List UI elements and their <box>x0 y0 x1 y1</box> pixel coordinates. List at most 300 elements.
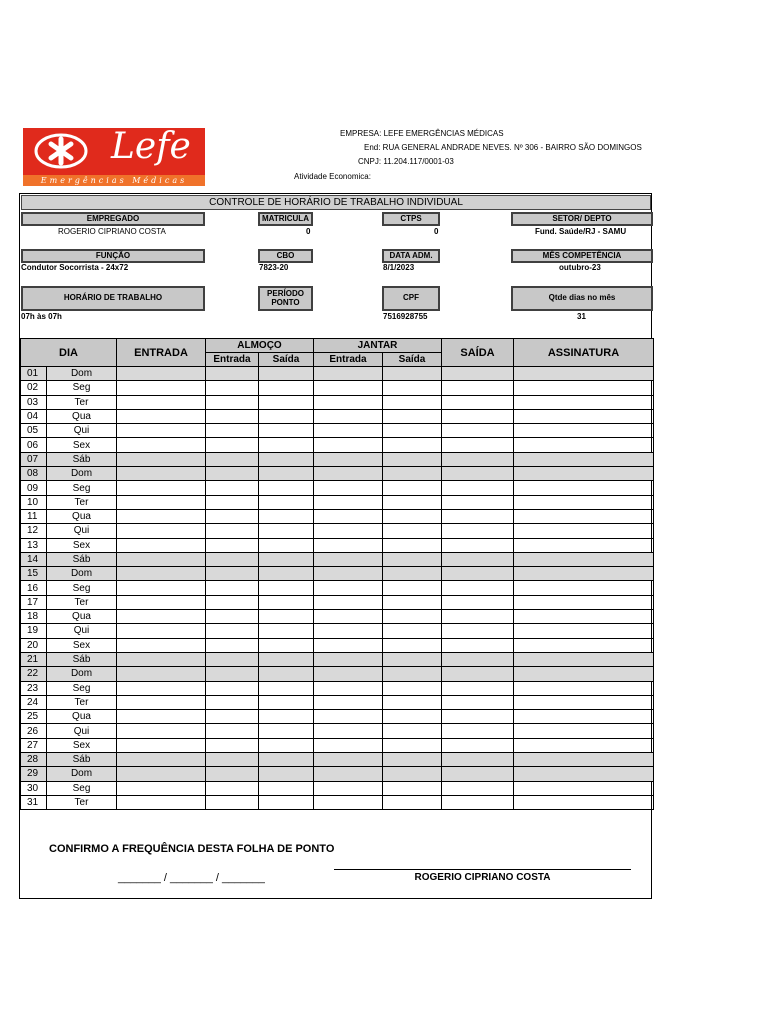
entry-cell[interactable] <box>117 624 206 638</box>
lunch-exit-cell[interactable] <box>259 581 314 595</box>
entry-cell[interactable] <box>117 753 206 767</box>
dinner-entry-cell[interactable] <box>314 738 383 752</box>
entry-cell[interactable] <box>117 481 206 495</box>
signature-cell[interactable] <box>514 795 654 809</box>
entry-cell[interactable] <box>117 381 206 395</box>
signature-cell[interactable] <box>514 710 654 724</box>
lunch-exit-cell[interactable] <box>259 538 314 552</box>
lunch-entry-cell[interactable] <box>206 695 259 709</box>
company-address: End: RUA GENERAL ANDRADE NEVES. Nº 306 - BAIRRO SÃO DOMINGOS <box>364 143 642 152</box>
dinner-exit-cell[interactable] <box>383 695 442 709</box>
signature-cell[interactable] <box>514 509 654 523</box>
table-row <box>21 509 654 523</box>
dinner-exit-cell[interactable] <box>383 452 442 466</box>
lunch-exit-cell[interactable] <box>259 767 314 781</box>
signature-cell[interactable] <box>514 438 654 452</box>
dinner-exit-cell[interactable] <box>383 538 442 552</box>
exit-cell[interactable] <box>442 552 514 566</box>
lunch-entry-cell[interactable] <box>206 424 259 438</box>
lunch-entry-cell[interactable] <box>206 638 259 652</box>
lunch-entry-cell[interactable] <box>206 538 259 552</box>
dinner-exit-cell[interactable] <box>383 767 442 781</box>
lunch-entry-cell[interactable] <box>206 710 259 724</box>
table-row <box>21 624 654 638</box>
dinner-entry-cell[interactable] <box>314 710 383 724</box>
logo-wordmark: Lefe <box>111 126 191 167</box>
signature-cell[interactable] <box>514 595 654 609</box>
col-dinner-header: JANTAR <box>314 339 442 353</box>
table-row <box>21 424 654 438</box>
lunch-exit-cell[interactable] <box>259 509 314 523</box>
signature-cell[interactable] <box>514 495 654 509</box>
entry-cell[interactable] <box>117 795 206 809</box>
lunch-entry-cell[interactable] <box>206 552 259 566</box>
exit-cell[interactable] <box>442 452 514 466</box>
table-row <box>21 581 654 595</box>
entry-cell[interactable] <box>117 524 206 538</box>
signature-cell[interactable] <box>514 724 654 738</box>
lunch-exit-cell[interactable] <box>259 753 314 767</box>
clock-period-label: PERÍODO PONTO <box>258 286 313 311</box>
exit-cell[interactable] <box>442 395 514 409</box>
economic-activity: Atividade Economica: <box>294 172 371 181</box>
dinner-entry-cell[interactable] <box>314 767 383 781</box>
lunch-exit-header: Saída <box>259 353 314 367</box>
signature-cell[interactable] <box>514 738 654 752</box>
dinner-exit-cell[interactable] <box>383 509 442 523</box>
ctps-label: CTPS <box>382 212 440 226</box>
dinner-entry-cell[interactable] <box>314 724 383 738</box>
lunch-entry-cell[interactable] <box>206 524 259 538</box>
exit-cell[interactable] <box>442 781 514 795</box>
dinner-entry-cell[interactable] <box>314 610 383 624</box>
weekday: Sex <box>47 538 117 552</box>
day-number: 29 <box>21 767 47 781</box>
day-number: 18 <box>21 610 47 624</box>
weekday: Sáb <box>47 452 117 466</box>
exit-cell[interactable] <box>442 681 514 695</box>
dinner-exit-cell[interactable] <box>383 395 442 409</box>
entry-cell[interactable] <box>117 581 206 595</box>
dinner-exit-cell[interactable] <box>383 710 442 724</box>
lunch-entry-cell[interactable] <box>206 567 259 581</box>
day-number: 11 <box>21 509 47 523</box>
signature-cell[interactable] <box>514 667 654 681</box>
lunch-entry-cell[interactable] <box>206 738 259 752</box>
entry-cell[interactable] <box>117 652 206 666</box>
table-row <box>21 781 654 795</box>
exit-cell[interactable] <box>442 581 514 595</box>
entry-cell[interactable] <box>117 638 206 652</box>
table-row <box>21 638 654 652</box>
signature-cell[interactable] <box>514 481 654 495</box>
weekday: Seg <box>47 781 117 795</box>
exit-cell[interactable] <box>442 409 514 423</box>
signature-line <box>334 869 631 870</box>
dinner-exit-cell[interactable] <box>383 610 442 624</box>
dinner-entry-cell[interactable] <box>314 753 383 767</box>
signature-cell[interactable] <box>514 624 654 638</box>
dinner-entry-cell[interactable] <box>314 652 383 666</box>
table-row <box>21 667 654 681</box>
dinner-exit-cell[interactable] <box>383 495 442 509</box>
lunch-entry-cell[interactable] <box>206 467 259 481</box>
lunch-entry-header: Entrada <box>206 353 259 367</box>
entry-cell[interactable] <box>117 367 206 381</box>
dinner-entry-cell[interactable] <box>314 595 383 609</box>
signature-cell[interactable] <box>514 781 654 795</box>
exit-cell[interactable] <box>442 467 514 481</box>
signature-cell[interactable] <box>514 552 654 566</box>
table-header-row <box>21 339 654 353</box>
exit-cell[interactable] <box>442 509 514 523</box>
lunch-entry-cell[interactable] <box>206 381 259 395</box>
lunch-exit-cell[interactable] <box>259 438 314 452</box>
entry-cell[interactable] <box>117 495 206 509</box>
exit-cell[interactable] <box>442 367 514 381</box>
dinner-exit-cell[interactable] <box>383 581 442 595</box>
dinner-entry-cell[interactable] <box>314 481 383 495</box>
signature-cell[interactable] <box>514 409 654 423</box>
weekday: Dom <box>47 667 117 681</box>
cbo-value: 7823-20 <box>259 263 289 272</box>
day-number: 09 <box>21 481 47 495</box>
entry-cell[interactable] <box>117 710 206 724</box>
dinner-entry-cell[interactable] <box>314 581 383 595</box>
lunch-entry-cell[interactable] <box>206 681 259 695</box>
signature-cell[interactable] <box>514 767 654 781</box>
lunch-entry-cell[interactable] <box>206 367 259 381</box>
signature-cell[interactable] <box>514 610 654 624</box>
dinner-exit-cell[interactable] <box>383 381 442 395</box>
timesheet-table <box>20 338 654 810</box>
dinner-entry-cell[interactable] <box>314 681 383 695</box>
lunch-exit-cell[interactable] <box>259 567 314 581</box>
lunch-exit-cell[interactable] <box>259 724 314 738</box>
table-row <box>21 767 654 781</box>
lunch-entry-cell[interactable] <box>206 753 259 767</box>
day-number: 25 <box>21 710 47 724</box>
dinner-entry-cell[interactable] <box>314 409 383 423</box>
entry-cell[interactable] <box>117 681 206 695</box>
day-number: 21 <box>21 652 47 666</box>
lunch-entry-cell[interactable] <box>206 409 259 423</box>
exit-cell[interactable] <box>442 667 514 681</box>
exit-cell[interactable] <box>442 481 514 495</box>
lunch-entry-cell[interactable] <box>206 452 259 466</box>
dinner-entry-cell[interactable] <box>314 509 383 523</box>
day-number: 27 <box>21 738 47 752</box>
dinner-entry-cell[interactable] <box>314 781 383 795</box>
lunch-exit-cell[interactable] <box>259 467 314 481</box>
dinner-entry-cell[interactable] <box>314 552 383 566</box>
exit-cell[interactable] <box>442 524 514 538</box>
weekday: Sex <box>47 638 117 652</box>
dinner-exit-cell[interactable] <box>383 424 442 438</box>
dinner-entry-cell[interactable] <box>314 538 383 552</box>
lunch-exit-cell[interactable] <box>259 595 314 609</box>
dinner-entry-cell[interactable] <box>314 452 383 466</box>
cpf-value: 7516928755 <box>383 312 428 321</box>
weekday: Qua <box>47 509 117 523</box>
day-number: 20 <box>21 638 47 652</box>
dinner-exit-cell[interactable] <box>383 638 442 652</box>
lunch-entry-cell[interactable] <box>206 481 259 495</box>
dinner-entry-cell[interactable] <box>314 495 383 509</box>
dinner-entry-cell[interactable] <box>314 424 383 438</box>
entry-cell[interactable] <box>117 409 206 423</box>
exit-cell[interactable] <box>442 738 514 752</box>
exit-cell[interactable] <box>442 438 514 452</box>
lunch-exit-cell[interactable] <box>259 652 314 666</box>
weekday: Dom <box>47 767 117 781</box>
lunch-entry-cell[interactable] <box>206 781 259 795</box>
entry-cell[interactable] <box>117 438 206 452</box>
dinner-entry-cell[interactable] <box>314 524 383 538</box>
signature-cell[interactable] <box>514 524 654 538</box>
signature-cell[interactable] <box>514 538 654 552</box>
lunch-exit-cell[interactable] <box>259 695 314 709</box>
lunch-exit-cell[interactable] <box>259 452 314 466</box>
lunch-entry-cell[interactable] <box>206 652 259 666</box>
weekday: Qui <box>47 724 117 738</box>
exit-cell[interactable] <box>442 638 514 652</box>
exit-cell[interactable] <box>442 695 514 709</box>
exit-cell[interactable] <box>442 624 514 638</box>
dinner-entry-cell[interactable] <box>314 638 383 652</box>
dinner-entry-cell[interactable] <box>314 667 383 681</box>
dinner-entry-cell[interactable] <box>314 695 383 709</box>
weekday: Seg <box>47 381 117 395</box>
table-row <box>21 724 654 738</box>
table-row <box>21 552 654 566</box>
dinner-exit-cell[interactable] <box>383 567 442 581</box>
form-title: CONTROLE DE HORÁRIO DE TRABALHO INDIVIDUAL <box>21 195 651 210</box>
dinner-exit-cell[interactable] <box>383 738 442 752</box>
sector-label: SETOR/ DEPTO <box>511 212 653 226</box>
table-row <box>21 409 654 423</box>
table-row <box>21 595 654 609</box>
dinner-entry-cell[interactable] <box>314 567 383 581</box>
employee-value: ROGERIO CIPRIANO COSTA <box>58 227 166 236</box>
weekday: Qua <box>47 610 117 624</box>
exit-cell[interactable] <box>442 538 514 552</box>
dinner-entry-cell[interactable] <box>314 624 383 638</box>
entry-cell[interactable] <box>117 595 206 609</box>
exit-cell[interactable] <box>442 753 514 767</box>
signature-cell[interactable] <box>514 681 654 695</box>
lunch-exit-cell[interactable] <box>259 495 314 509</box>
signature-cell[interactable] <box>514 652 654 666</box>
lunch-exit-cell[interactable] <box>259 738 314 752</box>
signature-cell[interactable] <box>514 395 654 409</box>
lunch-exit-cell[interactable] <box>259 552 314 566</box>
day-number: 01 <box>21 367 47 381</box>
signature-cell[interactable] <box>514 581 654 595</box>
lunch-exit-cell[interactable] <box>259 667 314 681</box>
signature-cell[interactable] <box>514 638 654 652</box>
lunch-entry-cell[interactable] <box>206 495 259 509</box>
dinner-exit-cell[interactable] <box>383 652 442 666</box>
lunch-entry-cell[interactable] <box>206 581 259 595</box>
signature-cell[interactable] <box>514 467 654 481</box>
entry-cell[interactable] <box>117 538 206 552</box>
entry-cell[interactable] <box>117 424 206 438</box>
lunch-entry-cell[interactable] <box>206 395 259 409</box>
weekday: Qui <box>47 524 117 538</box>
col-exit-header: SAÍDA <box>442 339 514 367</box>
table-row <box>21 381 654 395</box>
exit-cell[interactable] <box>442 610 514 624</box>
table-row <box>21 753 654 767</box>
exit-cell[interactable] <box>442 567 514 581</box>
entry-cell[interactable] <box>117 452 206 466</box>
day-number: 13 <box>21 538 47 552</box>
dinner-exit-cell[interactable] <box>383 624 442 638</box>
lunch-entry-cell[interactable] <box>206 595 259 609</box>
dinner-entry-cell[interactable] <box>314 367 383 381</box>
table-row <box>21 481 654 495</box>
lunch-exit-cell[interactable] <box>259 481 314 495</box>
signature-cell[interactable] <box>514 381 654 395</box>
entry-cell[interactable] <box>117 724 206 738</box>
dinner-entry-cell[interactable] <box>314 438 383 452</box>
function-label: FUNÇÃO <box>21 249 205 263</box>
weekday: Dom <box>47 467 117 481</box>
entry-cell[interactable] <box>117 767 206 781</box>
entry-cell[interactable] <box>117 509 206 523</box>
dinner-exit-cell[interactable] <box>383 595 442 609</box>
dinner-exit-cell[interactable] <box>383 781 442 795</box>
day-number: 26 <box>21 724 47 738</box>
dinner-exit-cell[interactable] <box>383 667 442 681</box>
lunch-exit-cell[interactable] <box>259 524 314 538</box>
lunch-exit-cell[interactable] <box>259 610 314 624</box>
dinner-entry-cell[interactable] <box>314 467 383 481</box>
lunch-exit-cell[interactable] <box>259 795 314 809</box>
lunch-entry-cell[interactable] <box>206 610 259 624</box>
date-line: _______ / _______ / _______ <box>118 872 265 884</box>
exit-cell[interactable] <box>442 767 514 781</box>
admission-date-value: 8/1/2023 <box>383 263 415 272</box>
weekday: Seg <box>47 481 117 495</box>
entry-cell[interactable] <box>117 467 206 481</box>
exit-cell[interactable] <box>442 795 514 809</box>
lunch-entry-cell[interactable] <box>206 767 259 781</box>
entry-cell[interactable] <box>117 781 206 795</box>
signature-cell[interactable] <box>514 695 654 709</box>
lunch-exit-cell[interactable] <box>259 638 314 652</box>
exit-cell[interactable] <box>442 710 514 724</box>
exit-cell[interactable] <box>442 652 514 666</box>
work-hours-label: HORÁRIO DE TRABALHO <box>21 286 205 311</box>
lunch-entry-cell[interactable] <box>206 724 259 738</box>
table-row <box>21 467 654 481</box>
lunch-exit-cell[interactable] <box>259 395 314 409</box>
table-row <box>21 367 654 381</box>
lunch-entry-cell[interactable] <box>206 624 259 638</box>
dinner-exit-cell[interactable] <box>383 552 442 566</box>
entry-cell[interactable] <box>117 610 206 624</box>
lunch-exit-cell[interactable] <box>259 409 314 423</box>
day-number: 12 <box>21 524 47 538</box>
lunch-exit-cell[interactable] <box>259 424 314 438</box>
lunch-entry-cell[interactable] <box>206 509 259 523</box>
dinner-exit-header: Saída <box>383 353 442 367</box>
lunch-exit-cell[interactable] <box>259 681 314 695</box>
dinner-exit-cell[interactable] <box>383 795 442 809</box>
weekday: Qui <box>47 624 117 638</box>
competence-month-value: outubro-23 <box>559 263 601 272</box>
day-number: 08 <box>21 467 47 481</box>
signature-name: ROGERIO CIPRIANO COSTA <box>414 872 551 883</box>
exit-cell[interactable] <box>442 595 514 609</box>
dinner-exit-cell[interactable] <box>383 524 442 538</box>
signature-cell[interactable] <box>514 567 654 581</box>
cpf-label: CPF <box>382 286 440 311</box>
lunch-exit-cell[interactable] <box>259 710 314 724</box>
entry-cell[interactable] <box>117 695 206 709</box>
dinner-entry-cell[interactable] <box>314 395 383 409</box>
dinner-exit-cell[interactable] <box>383 681 442 695</box>
lunch-exit-cell[interactable] <box>259 367 314 381</box>
weekday: Sáb <box>47 753 117 767</box>
company-logo <box>23 128 205 186</box>
entry-cell[interactable] <box>117 667 206 681</box>
weekday: Sáb <box>47 652 117 666</box>
lunch-exit-cell[interactable] <box>259 624 314 638</box>
exit-cell[interactable] <box>442 424 514 438</box>
entry-cell[interactable] <box>117 552 206 566</box>
signature-cell[interactable] <box>514 367 654 381</box>
weekday: Qui <box>47 424 117 438</box>
lunch-entry-cell[interactable] <box>206 667 259 681</box>
signature-cell[interactable] <box>514 753 654 767</box>
dinner-exit-cell[interactable] <box>383 438 442 452</box>
dinner-exit-cell[interactable] <box>383 367 442 381</box>
entry-cell[interactable] <box>117 395 206 409</box>
exit-cell[interactable] <box>442 724 514 738</box>
lunch-entry-cell[interactable] <box>206 438 259 452</box>
dinner-exit-cell[interactable] <box>383 753 442 767</box>
table-row <box>21 695 654 709</box>
lunch-exit-cell[interactable] <box>259 381 314 395</box>
lunch-exit-cell[interactable] <box>259 781 314 795</box>
dinner-exit-cell[interactable] <box>383 481 442 495</box>
cbo-label: CBO <box>258 249 313 263</box>
dinner-exit-cell[interactable] <box>383 724 442 738</box>
exit-cell[interactable] <box>442 495 514 509</box>
day-number: 16 <box>21 581 47 595</box>
entry-cell[interactable] <box>117 738 206 752</box>
lunch-entry-cell[interactable] <box>206 795 259 809</box>
table-row <box>21 495 654 509</box>
dinner-entry-cell[interactable] <box>314 795 383 809</box>
signature-cell[interactable] <box>514 452 654 466</box>
dinner-exit-cell[interactable] <box>383 409 442 423</box>
dinner-entry-cell[interactable] <box>314 381 383 395</box>
day-number: 07 <box>21 452 47 466</box>
logo-tagline: Emergências Médicas <box>23 175 205 186</box>
competence-month-label: MÊS COMPETÊNCIA <box>511 249 653 263</box>
weekday: Ter <box>47 795 117 809</box>
dinner-exit-cell[interactable] <box>383 467 442 481</box>
entry-cell[interactable] <box>117 567 206 581</box>
days-in-month-label: Qtde dias no mês <box>511 286 653 311</box>
exit-cell[interactable] <box>442 381 514 395</box>
table-row <box>21 738 654 752</box>
signature-cell[interactable] <box>514 424 654 438</box>
